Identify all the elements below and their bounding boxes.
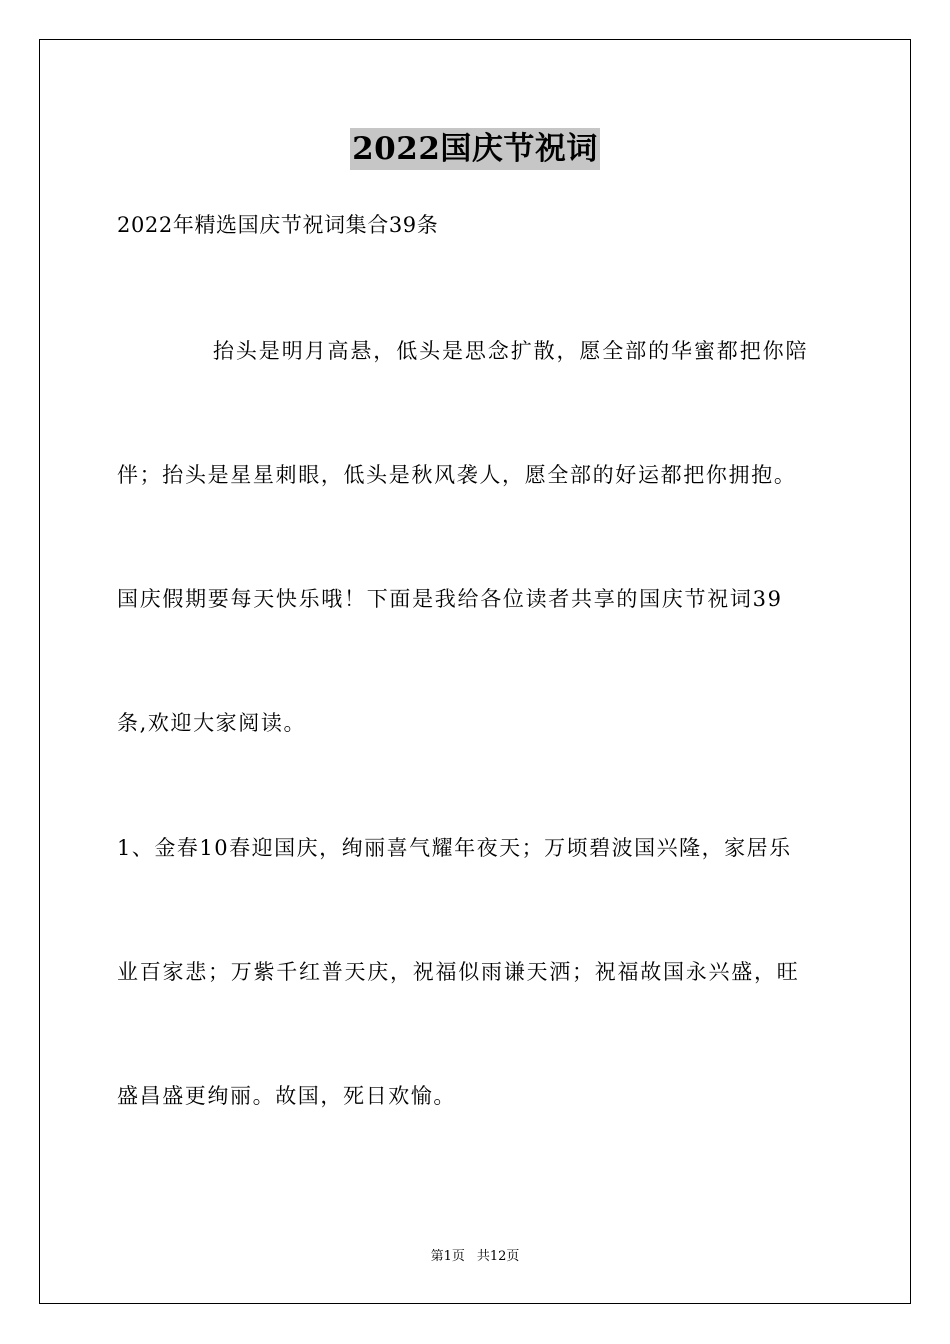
paragraph-line: 1、金春10春迎国庆，绚丽喜气耀年夜天；万顷碧波国兴隆，家居乐 [117,836,792,860]
paragraph-line: 条,欢迎大家阅读。 [117,711,307,735]
document-subtitle: 2022年精选国庆节祝词集合39条 [117,213,439,237]
page-footer [0,1249,950,1265]
title-container [0,128,950,170]
paragraph-line: 盛昌盛更绚丽。故国，死日欢愉。 [117,1084,456,1108]
paragraph-line: 国庆假期要每天快乐哦！下面是我给各位读者共享的国庆节祝词39 [117,587,783,611]
paragraph-line: 伴；抬头是星星刺眼，低头是秋风袭人，愿全部的好运都把你拥抱。 [117,463,797,487]
paragraph-line: 业百家悲；万紫千红普天庆，祝福似雨谦天洒；祝福故国永兴盛，旺 [117,960,800,984]
page-number: 第1页 [430,1249,465,1264]
document-title: 2022国庆节祝词 [350,128,600,170]
paragraph-line: 抬头是明月高悬，低头是思念扩散，愿全部的华蜜都把你陪 [213,339,809,363]
page-total: 共12页 [476,1249,520,1264]
